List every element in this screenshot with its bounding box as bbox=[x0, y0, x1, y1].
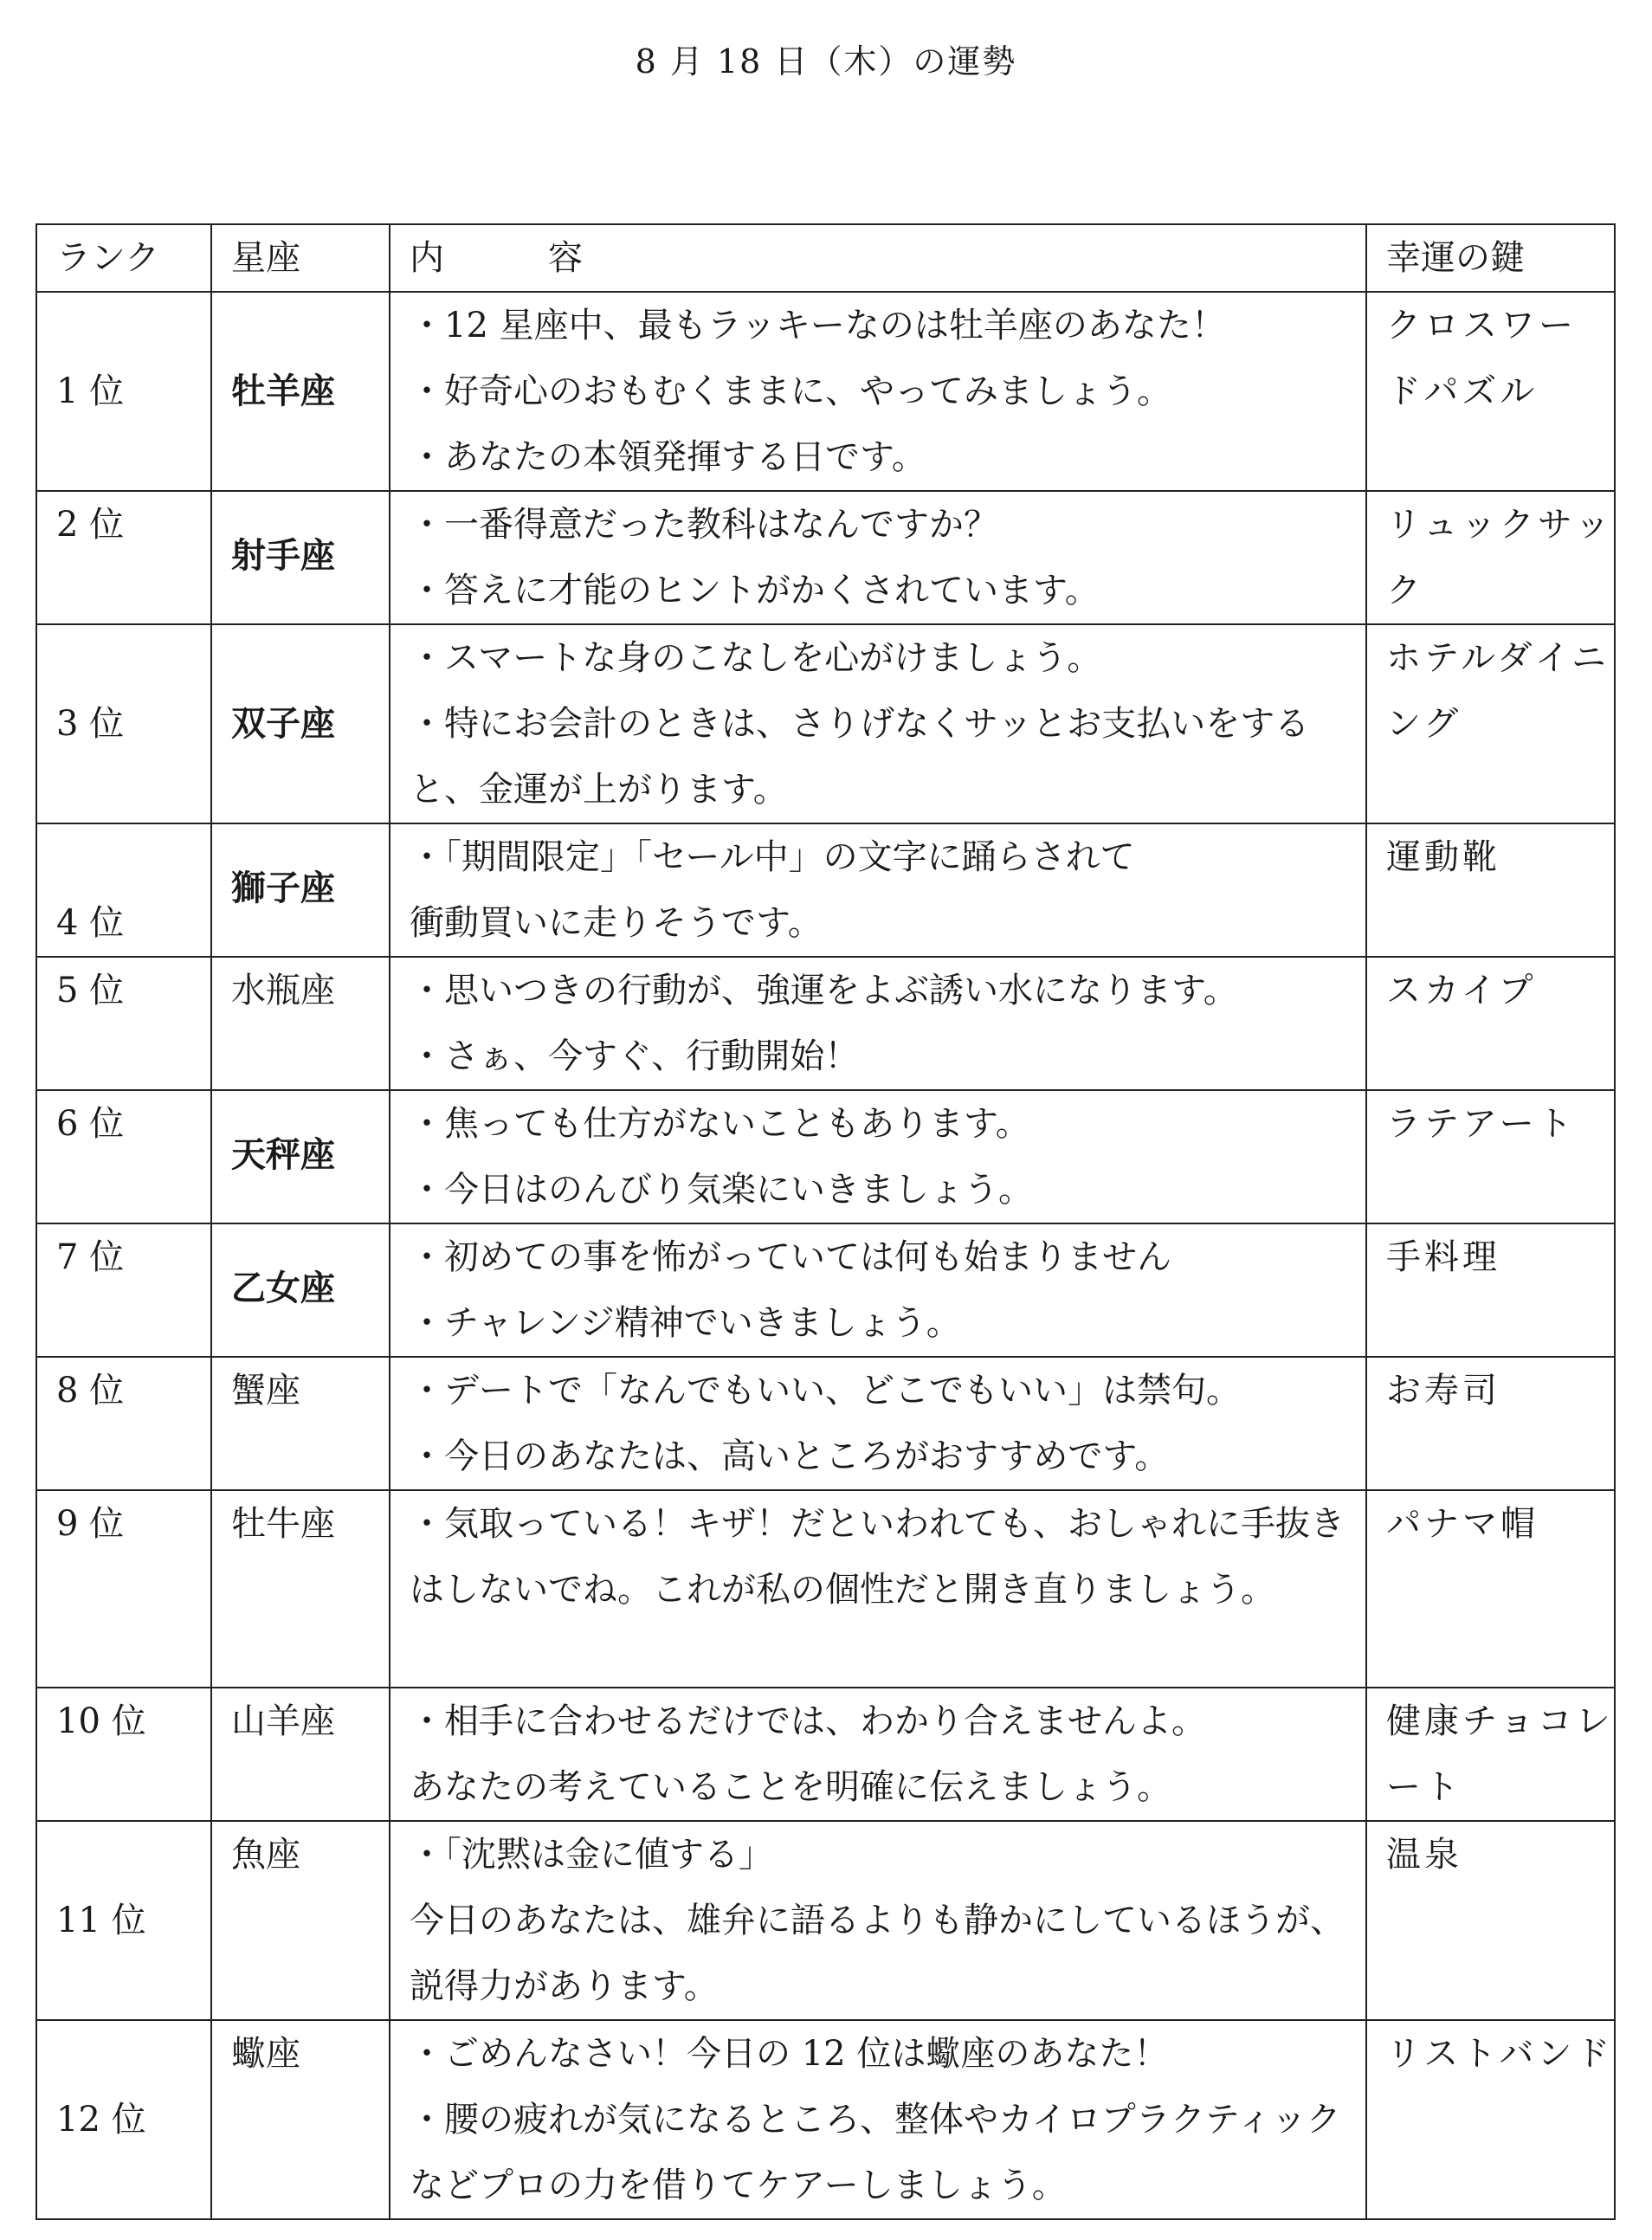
content-line: ・さぁ、今すぐ、行動開始！ bbox=[410, 1036, 860, 1076]
header-content bbox=[390, 224, 1366, 292]
content-line: 今日のあなたは、雄弁に語るよりも静かにしているほうが、説得力があります。 bbox=[410, 1901, 1345, 2006]
rank-cell: 3 位 bbox=[36, 624, 211, 823]
content-line: ・思いつきの行動が、強運をよぶ誘い水になります。 bbox=[410, 971, 1238, 1010]
key-cell: ホテルダイニング bbox=[1366, 624, 1615, 823]
table-row bbox=[36, 823, 1615, 957]
sign-cell: 牡牛座 bbox=[211, 1490, 390, 1688]
content-cell bbox=[390, 1223, 1366, 1357]
key-cell: 手料理 bbox=[1366, 1223, 1615, 1357]
key-cell: リュックサック bbox=[1366, 491, 1615, 624]
content-line: ・今日はのんびり気楽にいきましょう。 bbox=[410, 1170, 1033, 1210]
key-cell: スカイプ bbox=[1366, 957, 1615, 1090]
rank-cell: 7 位 bbox=[36, 1223, 211, 1357]
sign-cell: 双子座 bbox=[211, 624, 390, 823]
table-row bbox=[36, 491, 1615, 624]
header-rank: ランク bbox=[36, 224, 211, 292]
table-row bbox=[36, 1490, 1615, 1688]
content-line: ・焦っても仕方がないこともあります。 bbox=[410, 1104, 1030, 1144]
rank-cell: 8 位 bbox=[36, 1357, 211, 1490]
key-cell: パナマ帽 bbox=[1366, 1490, 1615, 1688]
rank-cell: 1 位 bbox=[36, 292, 211, 491]
sign-cell: 獅子座 bbox=[211, 823, 390, 957]
content-cell bbox=[390, 823, 1366, 957]
sign-cell: 乙女座 bbox=[211, 1223, 390, 1357]
rank-cell: 10 位 bbox=[36, 1688, 211, 1821]
sign-cell: 魚座 bbox=[211, 1821, 390, 2020]
key-cell: ラテアート bbox=[1366, 1090, 1615, 1223]
sign-cell: 天秤座 bbox=[211, 1090, 390, 1223]
content-cell bbox=[390, 1357, 1366, 1490]
page-title: 8 月 18 日（木）の運勢 bbox=[635, 42, 1017, 81]
rank-cell: 6 位 bbox=[36, 1090, 211, 1223]
rank-cell: 11 位 bbox=[36, 1821, 211, 2020]
key-cell: 運動靴 bbox=[1366, 823, 1615, 957]
rank-cell: 4 位 bbox=[36, 823, 211, 957]
table-row bbox=[36, 2020, 1615, 2219]
rank-cell: 5 位 bbox=[36, 957, 211, 1090]
content-line: ・デートで「なんでもいい、どこでもいい」は禁句。 bbox=[410, 1371, 1241, 1410]
content-cell bbox=[390, 1490, 1366, 1688]
content-line: ・チャレンジ精神でいきましょう。 bbox=[410, 1303, 961, 1343]
content-line: ・今日のあなたは、高いところがおすすめです。 bbox=[410, 1436, 1170, 1476]
content-cell bbox=[390, 292, 1366, 491]
table-header-row bbox=[36, 224, 1615, 292]
key-cell: 温泉 bbox=[1366, 1821, 1615, 2020]
sign-cell: 牡羊座 bbox=[211, 292, 390, 491]
rank-cell: 12 位 bbox=[36, 2020, 211, 2219]
content-cell bbox=[390, 1821, 1366, 2020]
table-row bbox=[36, 957, 1615, 1090]
content-line: ・初めての事を怖がっていては何も始まりません bbox=[410, 1237, 1171, 1277]
sign-cell: 射手座 bbox=[211, 491, 390, 624]
table-row bbox=[36, 1223, 1615, 1357]
header-sign: 星座 bbox=[211, 224, 390, 292]
content-cell bbox=[390, 2020, 1366, 2219]
content-line: ・スマートな身のこなしを心がけましょう。 bbox=[410, 638, 1102, 678]
content-cell bbox=[390, 491, 1366, 624]
content-line: ・好奇心のおもむくままに、やってみましょう。 bbox=[410, 371, 1171, 411]
key-cell: クロスワードパズル bbox=[1366, 292, 1615, 491]
content-line: ・あなたの本領発揮する日です。 bbox=[410, 437, 926, 477]
sign-cell: 蠍座 bbox=[211, 2020, 390, 2219]
content-cell bbox=[390, 1688, 1366, 1821]
content-line: ・12 星座中、最もラッキーなのは牡羊座のあなた！ bbox=[410, 306, 1226, 345]
sign-cell: 蟹座 bbox=[211, 1357, 390, 1490]
table-row bbox=[36, 1688, 1615, 1821]
table-row bbox=[36, 1821, 1615, 2020]
content-line: ・気取っている！キザ！だといわれても、おしゃれに手抜きはしないでね。これが私の個性だと開き直りましょう。 bbox=[410, 1504, 1345, 1610]
header-content-label: 内容 bbox=[410, 238, 687, 278]
key-cell: お寿司 bbox=[1366, 1357, 1615, 1490]
content-line: ・「沈黙は金に値する」 bbox=[410, 1835, 773, 1875]
content-line: ・腰の疲れが気になるところ、整体やカイロプラクティックなどプロの力を借りてケアーしましょう。 bbox=[410, 2100, 1341, 2205]
header-key: 幸運の鍵 bbox=[1366, 224, 1615, 292]
content-line: ・特にお会計のときは、さりげなくサッとお支払いをすると、金運が上がります。 bbox=[410, 704, 1310, 810]
content-line: ・答えに才能のヒントがかくされています。 bbox=[410, 571, 1100, 610]
content-line: あなたの考えていることを明確に伝えましょう。 bbox=[410, 1767, 1171, 1807]
table-row bbox=[36, 1090, 1615, 1223]
content-line: ・「期間限定」「セール中」の文字に踊らされて bbox=[410, 837, 1135, 877]
content-line: ・一番得意だった教科はなんですか？ bbox=[410, 505, 998, 545]
sign-cell: 水瓶座 bbox=[211, 957, 390, 1090]
content-cell bbox=[390, 624, 1366, 823]
rank-cell: 9 位 bbox=[36, 1490, 211, 1688]
content-line: 衝動買いに走りそうです。 bbox=[410, 903, 823, 943]
table-row bbox=[36, 1357, 1615, 1490]
content-cell bbox=[390, 1090, 1366, 1223]
key-cell: リストバンド bbox=[1366, 2020, 1615, 2219]
table-row bbox=[36, 624, 1615, 823]
content-line: ・ごめんなさい！今日の 12 位は蠍座のあなた！ bbox=[410, 2034, 1169, 2074]
content-cell bbox=[390, 957, 1366, 1090]
rank-cell: 2 位 bbox=[36, 491, 211, 624]
content-line: ・相手に合わせるだけでは、わかり合えませんよ。 bbox=[410, 1701, 1206, 1741]
table-row bbox=[36, 292, 1615, 491]
fortune-table bbox=[35, 223, 1616, 2220]
key-cell: 健康チョコレート bbox=[1366, 1688, 1615, 1821]
sign-cell: 山羊座 bbox=[211, 1688, 390, 1821]
